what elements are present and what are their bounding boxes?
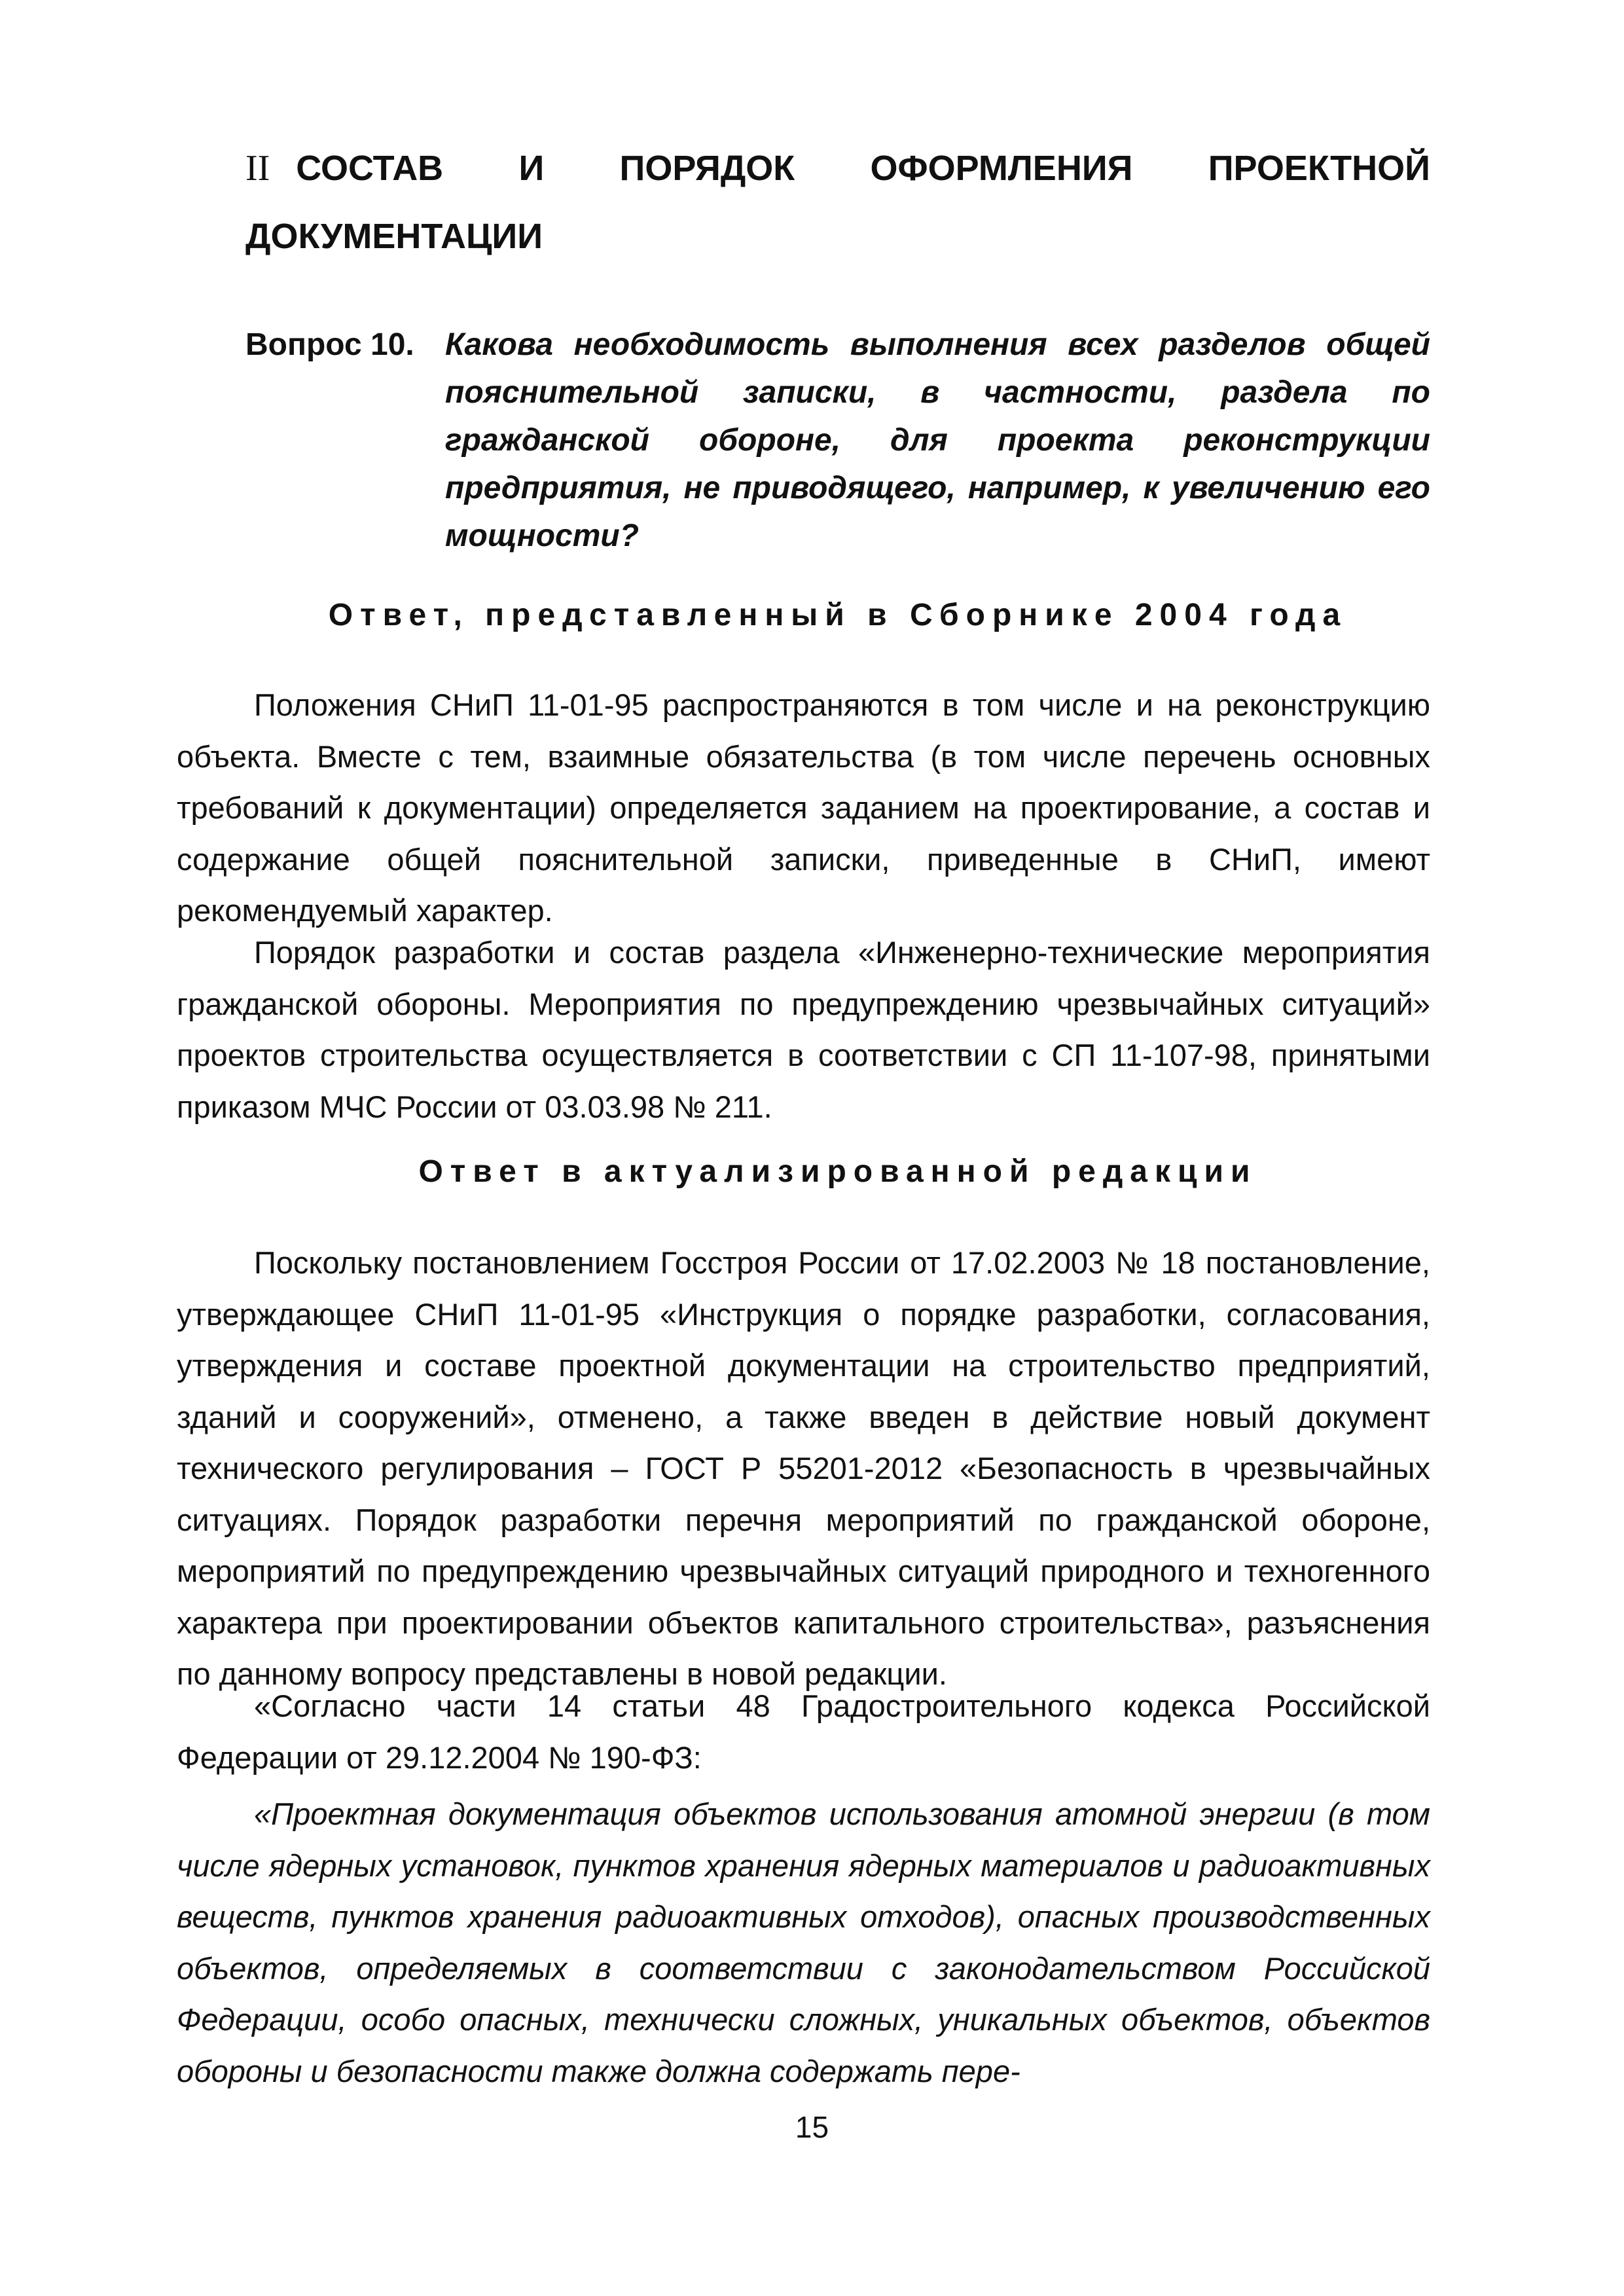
page-number: 15 xyxy=(795,2110,829,2144)
section-title-line-2: ДОКУМЕНТАЦИИ xyxy=(245,217,543,256)
question-block xyxy=(245,321,1430,560)
answer-actual-paragraph: «Согласно части 14 статьи 48 Градостроительного кодекса Российской Федерации от 29.12.2004 № 190-ФЗ: xyxy=(177,1688,1430,1775)
section-title xyxy=(245,134,1430,270)
question-text: Какова необходимость выполнения всех разделов общей пояснительной записки, в частности, раздела по гражданской обороне, для проекта реконструкции предприятия, не приводящего, например, к увеличению его мощности? xyxy=(445,327,1430,553)
section-roman-numeral: II xyxy=(245,148,270,189)
answer-actual-paragraph: Поскольку постановлением Госстроя России от 17.02.2003 № 18 постановление, утверждающее СНиП 11-01-95 «Инструкция о порядке разработки, согласования, утверждения и составе проектной документации на строительство предприятий, зданий и сооружений», отменено, а также введен в действие новый документ технического регулирования – ГОСТ Р 55201-2012 «Безопасность в чрезвычайных ситуациях. Порядок разработки перечня мероприятий по гражданской обороне, мероприятий по предупреждению чрезвычайных ситуаций природного и техногенного характера при проектировании объектов капитального строительства», разъяснения по данному вопросу представлены в новой редакции. xyxy=(177,1245,1430,1691)
answer-2004-paragraph: Положения СНиП 11-01-95 распространяются в том числе и на реконструкцию объекта. Вместе с тем, взаимные обязательства (в том числе перечень основных требований к документации) определяется заданием на проектирование, а состав и содержание общей пояснительной записки, приведенные в СНиП, имеют рекомендуемый характер. xyxy=(177,687,1430,928)
section-title-word: И xyxy=(518,149,545,188)
answer-actual-quote: «Проектная документация объектов использования атомной энергии (в том числе ядерных установок, пунктов хранения ядерных материалов и радиоактивных веществ, пунктов хранения радиоактивных отходов), опасных производственных объектов, определяемых в соответствии с законодательством Российской Федерации, особо опасных, технически сложных, уникальных объектов, объектов обороны и безопасности также должна содержать пере- xyxy=(177,1796,1430,2088)
section-title-word: ПРОЕКТНОЙ xyxy=(1208,149,1430,188)
answer-2004-paragraph: Порядок разработки и состав раздела «Инженерно-технические мероприятия гражданской обороны. Мероприятия по предупреждению чрезвычайных ситуаций» проектов строительства осуществляется в соответствии с СП 11-107-98, принятыми приказом МЧС России от 03.03.98 № 211. xyxy=(177,935,1430,1124)
section-title-word: ПОРЯДОК xyxy=(619,149,795,188)
section-title-word: ОФОРМЛЕНИЯ xyxy=(870,149,1133,188)
answer-actual-heading: Ответ в актуализированной редакции xyxy=(418,1154,1257,1189)
section-title-word: II СОСТАВ xyxy=(245,148,444,189)
answer-2004-heading: Ответ, представленный в Сборнике 2004 года xyxy=(328,598,1348,632)
question-label: Вопрос 10. xyxy=(245,327,414,362)
section-title-line-1 xyxy=(245,134,1430,202)
